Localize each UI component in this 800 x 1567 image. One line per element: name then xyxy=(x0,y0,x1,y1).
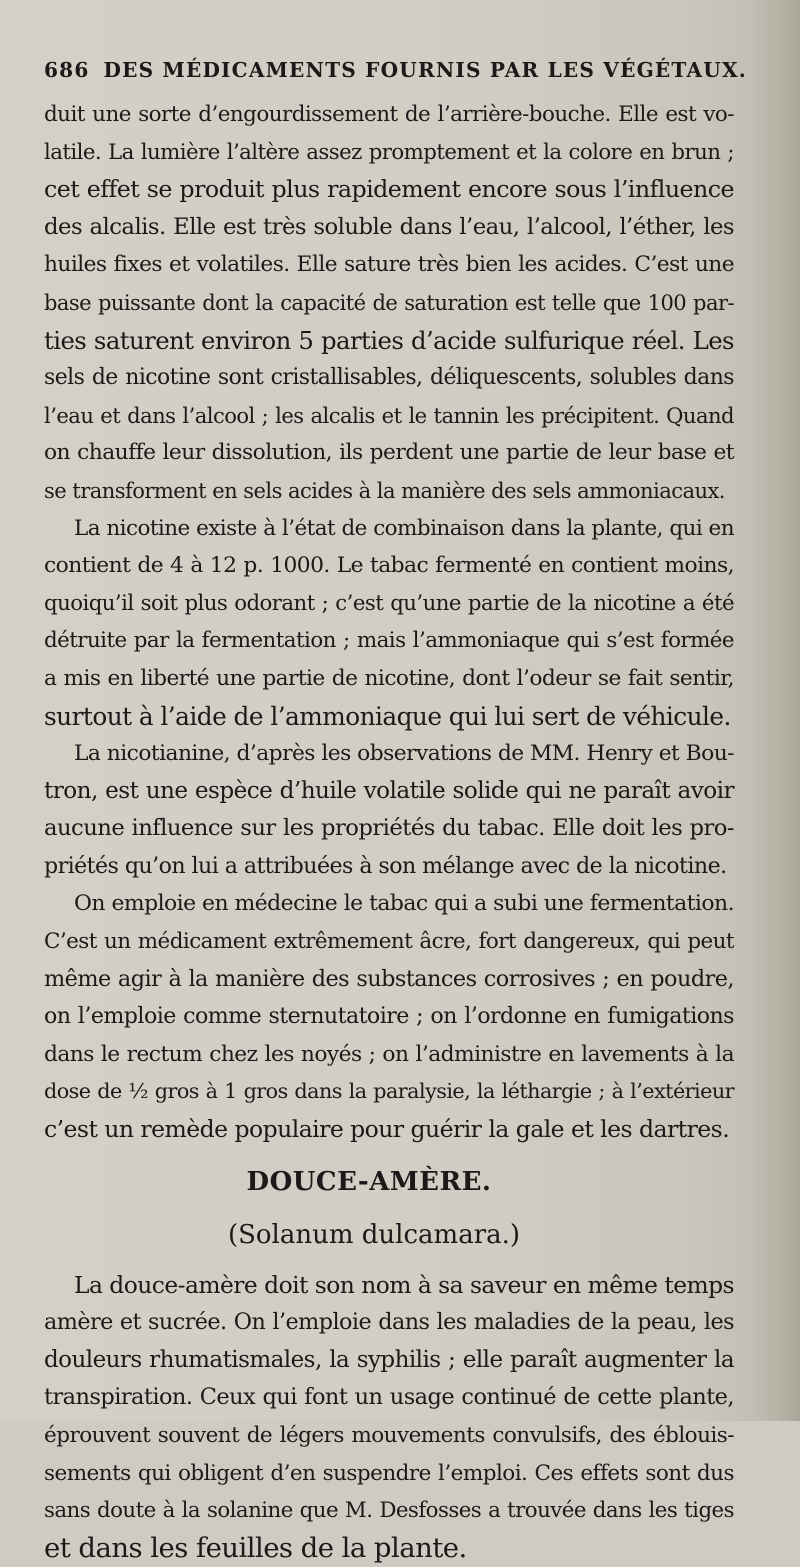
body-text-before-section xyxy=(44,96,734,1149)
text-line: et dans les feuilles de la plante. xyxy=(44,1531,467,1564)
text-line: transpiration. Ceux qui font un usage continué de cette plante, xyxy=(44,1384,734,1411)
text-line: On emploie en médecine le tabac qui a subi une fermentation. xyxy=(74,891,734,917)
text-line: a mis en liberté une partie de nicotine, dont l’odeur se fait sentir, xyxy=(44,665,734,691)
text-line: sans doute à la solanine que M. Desfosses a trouvée dans les tiges xyxy=(44,1498,734,1524)
text-line: contient de 4 à 12 p. 1000. Le tabac fermenté en contient moins, xyxy=(44,553,734,579)
paragraph xyxy=(44,96,734,510)
text-line: se transforment en sels acides à la manière des sels ammoniacaux. xyxy=(44,477,725,503)
running-title: DES MÉDICAMENTS FOURNIS PAR LES VÉGÉTAUX. xyxy=(103,58,747,82)
text-line: on chauffe leur dissolution, ils perdent une partie de leur base et xyxy=(44,440,734,466)
text-line: La nicotine existe à l’état de combinaison dans la plante, qui en xyxy=(74,515,734,541)
page-edge-shadow xyxy=(750,0,800,1421)
text-line: cet effet se produit plus rapidement encore sous l’influence xyxy=(44,175,734,204)
text-line: même agir à la manière des substances corrosives ; en poudre, xyxy=(44,965,734,992)
text-line: surtout à l’aide de l’ammoniaque qui lui sert de véhicule. xyxy=(44,701,731,731)
text-line: tron, est une espèce d’huile volatile solide qui ne paraît avoir xyxy=(44,777,734,804)
text-line: base puissante dont la capacité de saturation est telle que 100 par- xyxy=(44,289,734,315)
text-line: huiles fixes et volatiles. Elle sature très bien les acides. C’est une xyxy=(44,252,734,278)
text-line: éprouvent souvent de légers mouvements convulsifs, des éblouis- xyxy=(44,1423,734,1448)
text-line: douleurs rhumatismales, la syphilis ; elle paraît augmenter la xyxy=(44,1346,734,1373)
text-line: priétés qu’on lui a attribuées à son mélange avec de la nicotine. xyxy=(44,852,727,879)
text-line: La nicotianine, d’après les observations de MM. Henry et Bou- xyxy=(74,741,734,767)
body-text-after-section xyxy=(44,1267,734,1567)
text-line: dans le rectum chez les noyés ; on l’administre en lavements à la xyxy=(44,1041,734,1067)
section-subtitle: (Solanum dulcamara.) xyxy=(227,1219,521,1250)
text-line: duit une sorte d’engourdissement de l’arrière-bouche. Elle est vo- xyxy=(44,102,734,127)
text-line: amère et sucrée. On l’emploie dans les maladies de la peau, les xyxy=(44,1309,734,1336)
text-line: sels de nicotine sont cristallisables, déliquescents, solubles dans xyxy=(44,365,734,391)
text-line: détruite par la fermentation ; mais l’ammoniaque qui s’est formée xyxy=(44,628,734,654)
text-block xyxy=(44,50,747,1567)
text-line: sements qui obligent d’en suspendre l’emploi. Ces effets sont dus xyxy=(44,1460,734,1486)
text-line: c’est un remède populaire pour guérir la gale et les dartres. xyxy=(44,1115,730,1144)
text-line: quoiqu’il soit plus odorant ; c’est qu’une partie de la nicotine a été xyxy=(44,590,734,616)
text-line: La douce-amère doit son nom à sa saveur en même temps xyxy=(74,1270,734,1299)
text-line: on l’emploie comme sternutatoire ; on l’ordonne en fumigations xyxy=(44,1003,734,1030)
running-header xyxy=(44,50,747,96)
text-line: ties saturent environ 5 parties d’acide sulfurique réel. Les xyxy=(44,325,734,355)
paragraph xyxy=(44,1267,734,1567)
text-line: dose de ½ gros à 1 gros dans la paralysie, la léthargie ; à l’extérieur xyxy=(44,1079,734,1104)
text-line: latile. La lumière l’altère assez promptement et la colore en brun ; xyxy=(44,139,734,165)
text-line: C’est un médicament extrêmement âcre, fort dangereux, qui peut xyxy=(44,929,734,955)
page-number: 686 xyxy=(44,58,90,82)
paragraph xyxy=(44,735,734,885)
paragraph xyxy=(44,885,734,1148)
text-line: l’eau et dans l’alcool ; les alcalis et le tannin les précipitent. Quand xyxy=(44,402,734,428)
section-title: DOUCE-AMÈRE. xyxy=(246,1166,492,1197)
text-line: aucune influence sur les propriétés du tabac. Elle doit les pro- xyxy=(44,815,734,842)
text-line: des alcalis. Elle est très soluble dans l’eau, l’alcool, l’éther, les xyxy=(44,213,734,240)
paragraph xyxy=(44,510,734,736)
